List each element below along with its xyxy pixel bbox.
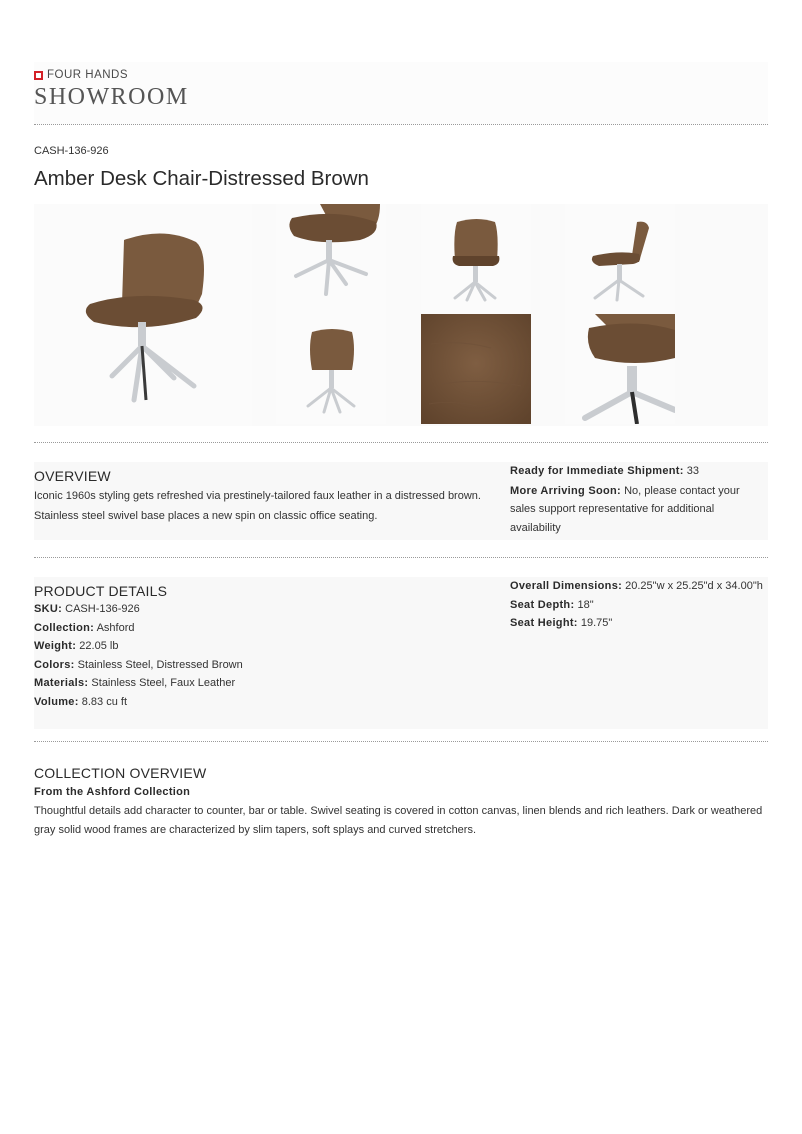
leather-swatch-image xyxy=(421,314,531,424)
divider xyxy=(34,741,768,742)
arriving-soon-label: More Arriving Soon: xyxy=(510,484,622,497)
chair-front-three-quarter-image xyxy=(34,204,252,426)
detail-label: Volume: xyxy=(34,695,79,708)
detail-row xyxy=(34,600,510,619)
dimension-row xyxy=(510,596,768,615)
dimension-row xyxy=(510,614,768,633)
leather-swatch xyxy=(421,314,531,424)
product-details-section xyxy=(34,577,768,729)
divider xyxy=(34,557,768,558)
detail-label: Colors: xyxy=(34,658,75,671)
detail-label: Weight: xyxy=(34,640,77,652)
collection-title: COLLECTION OVERVIEW xyxy=(34,765,207,781)
chair-illustration xyxy=(565,204,675,314)
chair-seat-base-detail-image xyxy=(565,314,675,424)
overview-text: Iconic 1960s styling gets refreshed via prestinely-tailored faux leather in a distressed brown. Stainless steel swivel base places a new spin on classic office seating. xyxy=(34,490,481,522)
dimension-row xyxy=(510,577,768,596)
chair-side-image xyxy=(565,204,675,314)
arriving-soon xyxy=(510,482,768,538)
detail-label: Collection: xyxy=(34,621,95,634)
chair-illustration xyxy=(565,314,675,424)
dimension-label: Seat Height: xyxy=(510,617,578,629)
dimension-value: 19.75" xyxy=(580,617,613,629)
chair-back-image xyxy=(276,314,386,424)
collection-text: Thoughtful details add character to counter, bar or table. Swivel seating is covered in cotton canvas, linen blends and rich leathers. Dark or weathered gray solid wood frames are characterized by slim tapers, soft splays and curved stretchers. xyxy=(34,804,763,836)
detail-value: 22.05 lb xyxy=(79,640,119,652)
brand-logo xyxy=(34,69,128,81)
ready-shipment-value: 33 xyxy=(686,465,700,477)
ready-shipment-label: Ready for Immediate Shipment: xyxy=(510,465,684,477)
detail-label: Materials: xyxy=(34,677,89,689)
detail-row xyxy=(34,619,510,638)
chair-illustration xyxy=(276,204,386,314)
divider xyxy=(34,442,768,443)
sku-heading: CASH-136-926 xyxy=(34,145,109,157)
dimension-label: Seat Depth: xyxy=(510,598,575,611)
arriving-soon-value: No, please contact your sales support representative for additional availability xyxy=(510,484,740,534)
collection-section xyxy=(34,765,768,841)
chair-illustration xyxy=(276,314,386,424)
ready-shipment xyxy=(510,462,768,481)
overview-section xyxy=(34,462,768,540)
dimension-label: Overall Dimensions: xyxy=(510,580,623,592)
detail-row xyxy=(34,656,510,675)
dimensions-list xyxy=(510,577,768,729)
chair-front-image xyxy=(421,204,531,314)
chair-illustration xyxy=(421,204,531,314)
dimension-value: 18" xyxy=(577,598,594,611)
details-title: PRODUCT DETAILS xyxy=(34,583,168,599)
chair-illustration xyxy=(34,204,252,426)
spec-sheet xyxy=(34,62,768,841)
detail-row xyxy=(34,693,510,712)
detail-value: Ashford xyxy=(96,621,135,634)
detail-value: 8.83 cu ft xyxy=(81,695,128,708)
detail-value: Stainless Steel, Distressed Brown xyxy=(77,658,243,671)
overview-title: OVERVIEW xyxy=(34,468,111,484)
brand-name: FOUR HANDS xyxy=(47,69,129,81)
detail-row xyxy=(34,674,510,693)
brand-logo-icon xyxy=(34,71,43,80)
detail-row xyxy=(34,637,510,656)
image-gallery xyxy=(34,204,768,426)
detail-value: CASH-136-926 xyxy=(65,603,140,615)
product-title: Amber Desk Chair-Distressed Brown xyxy=(34,167,369,190)
collection-subtitle: From the Ashford Collection xyxy=(34,786,191,798)
detail-value: Stainless Steel, Faux Leather xyxy=(91,677,236,689)
detail-label: SKU: xyxy=(34,603,63,615)
header xyxy=(34,62,768,124)
chair-seat-closeup-image xyxy=(276,204,386,314)
showroom-title: SHOWROOM xyxy=(34,84,189,110)
dimension-value: 20.25"w x 25.25"d x 34.00"h xyxy=(625,580,763,592)
divider xyxy=(34,124,768,125)
details-list xyxy=(34,600,510,711)
